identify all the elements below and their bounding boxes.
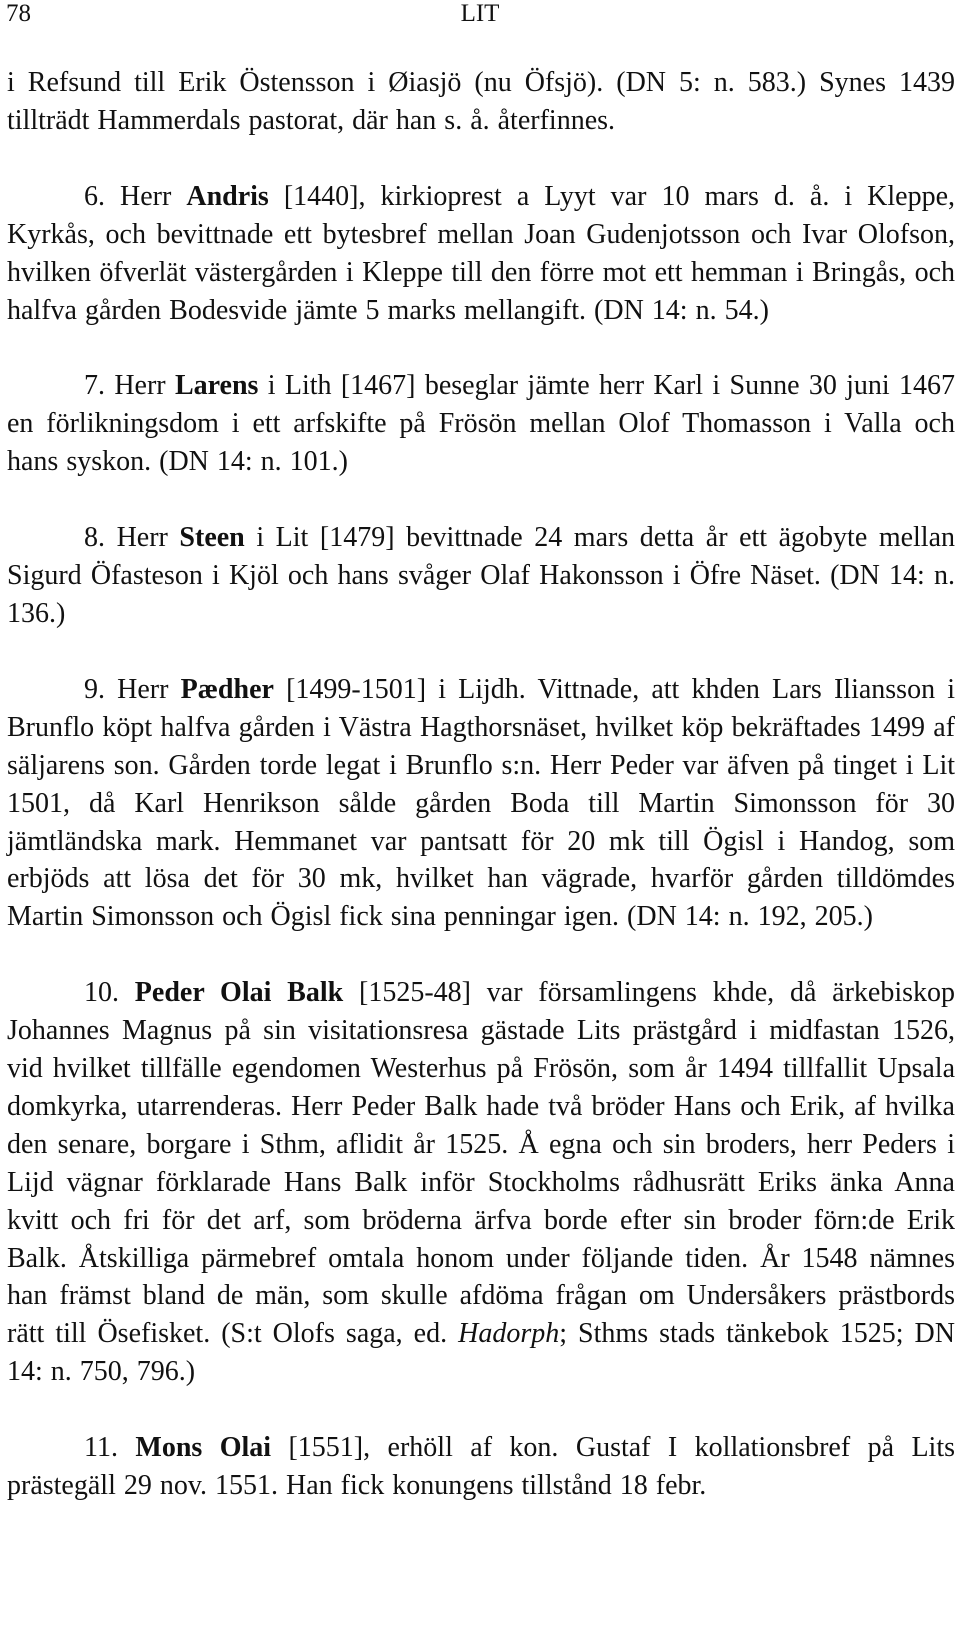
- entry-number: 7.: [84, 370, 105, 402]
- entry-10: [7, 974, 955, 1391]
- entry-number: 8.: [84, 522, 105, 554]
- entry-text: [1551], erhöll af kon. Gustaf I kollationsbref på Lits prästegäll 29 nov. 1551. Han fick konungens tillstånd 18 febr.: [7, 1432, 956, 1502]
- entry-number: 9.: [84, 673, 105, 705]
- running-title: LIT: [460, 0, 500, 27]
- entry-name: Larens: [174, 370, 259, 402]
- entry-text-tail: ; Sthms stads tänkebok 1525; DN 14: n. 750, 796.): [7, 1318, 955, 1388]
- entry-title-prefix: Herr: [117, 673, 169, 705]
- entry-name: Peder Olai Balk: [134, 977, 344, 1009]
- entry-text: [1440], kirkioprest a Lyyt var 10 mars d. å. i Kleppe, Kyrkås, och bevittnade ett bytesbref mellan Joan Gudenjotsson och Ivar Olofson, hvilken öfverlät västergården i Kleppe till den förre mot ett hemman i Bringås, och halfva gården Bodesvide jämte 5 marks mellangift. (DN 14: n. 54.): [7, 180, 956, 326]
- entry-9: [7, 671, 955, 936]
- entry-6: [7, 178, 955, 330]
- entry-text: i Lith [1467] beseglar jämte herr Karl i Sunne 30 juni 1467 en förlikningsdom i ett arfskifte på Frösön mellan Olof Thomasson i Valla och hans syskon. (DN 14: n. 101.): [7, 370, 956, 478]
- entry-italic-title: Hadorph: [458, 1318, 560, 1350]
- entry-number: 6.: [84, 180, 105, 212]
- entry-name: Pædher: [180, 673, 274, 705]
- entry-name: Steen: [179, 522, 245, 554]
- entry-text: i Lit [1479] bevittnade 24 mars detta år ett ägobyte mellan Sigurd Öfasteson i Kjöl och hans svåger Olaf Hakonsson i Öfre Näset. (DN 14: n. 136.): [7, 522, 956, 629]
- entry-number: 11.: [84, 1432, 118, 1464]
- entry-title-prefix: Herr: [114, 370, 166, 402]
- paragraph-continuation: [7, 64, 955, 140]
- entry-title-prefix: Herr: [116, 522, 168, 554]
- paragraph-text: i Refsund till Erik Östensson i Øiasjö (nu Öfsjö). (DN 5: n. 583.) Synes 1439 tillträdt Hammerdals pastorat, där han s. å. återfinnes.: [7, 67, 955, 136]
- entry-number: 10.: [84, 977, 119, 1009]
- entry-name: Andris: [186, 180, 269, 212]
- entry-11: [7, 1429, 955, 1505]
- page-number: 78: [6, 0, 31, 27]
- entry-7: [7, 367, 955, 481]
- entry-8: [7, 519, 955, 633]
- page-header: [0, 0, 960, 30]
- entry-title-prefix: Herr: [120, 180, 172, 212]
- entry-text: [1499-1501] i Lijdh. Vittnade, att khden Lars Iliansson i Brunflo köpt halfva gården i Västra Hagthorsnäset, hvilket köp bekräftades 1499 af säljarens son. Gården torde legat i Brunflo s:n. Herr Peder var äfven på tinget i Lit 1501, då Karl Henrikson sålde gården Boda till Martin Simonsson för 30 jämtländska mark. Hemmanet var pantsatt för 20 mk till Ögisl i Handog, som erbjöds att lösa det för 30 mk, hvilket han vägrade, hvarför gården tilldömdes Martin Simonsson och Ögisl fick sina penningar igen. (DN 14: n. 192, 205.): [7, 673, 955, 933]
- document-body: [7, 64, 955, 1505]
- entry-name: Mons Olai: [135, 1432, 272, 1464]
- entry-text: [1525-48] var församlingens khde, då ärkebiskop Johannes Magnus på sin visitationsresa gästade Lits prästgård i midfastan 1526, vid hvilket tillfälle egendomen Westerhus på Frösön, som år 1494 tillfallit Upsala domkyrka, utarrenderas. Herr Peder Balk hade två bröder Hans och Erik, af hvilka den senare, borgare i Sthm, aflidit år 1525. Å egna och sin broders, herr Peders i Lijd vägnar förklarade Hans Balk inför Stockholms rådhusrätt Eriks änka Anna kvitt och fri för det arf, som bröderna ärfva borde efter sin broder förn:de Erik Balk. Åtskilliga pärmebref omtala honom under följande tiden. År 1548 nämnes han främst bland de män, som skulle afdöma frågan om Undersåkers prästbords rätt till Ösefisket. (S:t Olofs saga, ed.: [7, 977, 956, 1350]
